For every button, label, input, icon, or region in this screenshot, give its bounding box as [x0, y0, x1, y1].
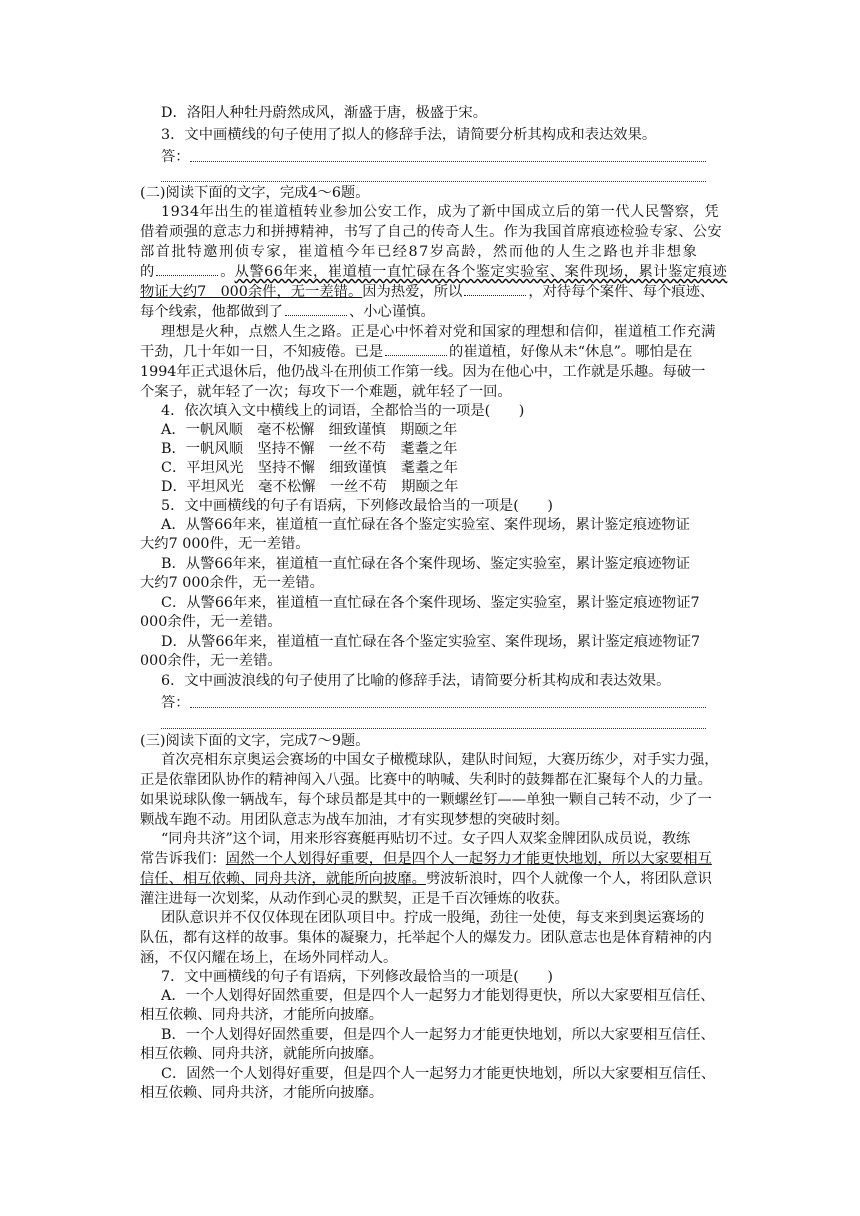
- fill-blank-4[interactable]: [385, 343, 447, 356]
- q4-option-c[interactable]: C．平坦风光 坚持不懈 细致谨慎 耄耋之年: [161, 460, 458, 476]
- q5-option-b[interactable]: B．从警66年来，崔道植一直忙碌在各个案件现场、鉴定实验室，累计鉴定痕迹物证: [161, 556, 691, 572]
- q2-option-d: D．洛阳人种牡丹蔚然成风，渐盛于唐，极盛于宋。: [161, 105, 487, 121]
- p1-line: 1934年出生的崔道植转业参加公安工作，成为了新中国成立后的第一代人民警察，凭: [161, 204, 720, 220]
- p5-line: 队伍，都有这样的故事。集体的凝聚力，托举起个人的爆发力。团队意志也是体育精神的内: [140, 930, 712, 946]
- p2-line: 理想是火种，点燃人生之路。正是心中怀着对党和国家的理想和信仰，崔道植工作充满: [161, 324, 716, 340]
- p1-line: [140, 283, 714, 302]
- q5-option-b-cont[interactable]: 大约7 000余件，无一差错。: [140, 575, 324, 591]
- q6-answer-label: 答：: [161, 695, 190, 711]
- q5-option-a[interactable]: A．从警66年来，崔道植一直忙碌在各个鉴定实验室、案件现场，累计鉴定痕迹物证: [161, 517, 690, 533]
- p4-line: “同舟共济”这个词，用来形容赛艇再贴切不过。女子四人双桨金牌团队成员说，教练: [161, 831, 691, 847]
- p3-line: 如果说球队像一辆战车，每个球员都是其中的一颗螺丝钉——单独一颗自己转不动，少了一: [140, 792, 712, 808]
- wavy-underlined-sentence: 从警66年来，崔道植一直忙碌在各个鉴定实验室、案件现场，累计鉴定痕迹: [234, 264, 728, 280]
- p4-line: 灌注进每一次划桨，从动作到心灵的默契，正是千百次锤炼的收获。: [140, 891, 569, 907]
- underlined-sentence: 固然一个人划得好重要，但是四个人一起努力才能更快地划，所以大家要相互: [225, 851, 712, 867]
- text-fragment: 的崔道植，好像从未“休息”。哪怕是在: [449, 344, 693, 360]
- p1-line: 借着顽强的意志力和拼搏精神，书写了自己的传奇人生。作为我国首席痕迹检验专家、公安: [140, 224, 722, 240]
- q4-option-b[interactable]: B．一帆风顺 坚持不懈 一丝不苟 耄耋之年: [161, 441, 458, 457]
- fill-blank-3[interactable]: [285, 303, 347, 316]
- p5-line: 涵，不仅闪耀在场上，在场外同样动人。: [140, 950, 398, 966]
- q5-option-c[interactable]: C．从警66年来，崔道植一直忙碌在各个案件现场、鉴定实验室，累计鉴定痕迹物证7: [161, 595, 700, 611]
- section-3-title: (三)阅读下面的文字，完成7～9题。: [140, 733, 370, 749]
- text-fragment: 因为热爱，所以: [362, 284, 463, 300]
- q5-option-d[interactable]: D．从警66年来，崔道植一直忙碌在各个鉴定实验室、案件现场，累计鉴定痕迹物证7: [161, 634, 701, 650]
- q4-option-a[interactable]: A．一帆风顺 毫不松懈 细致谨慎 期颐之年: [161, 422, 458, 438]
- q7-option-a[interactable]: A．一个人划得好固然重要，但是四个人一起努力才能划得更快，所以大家要相互信任、: [161, 988, 715, 1004]
- p1-line: [140, 263, 727, 282]
- q5-option-d-cont[interactable]: 000余件，无一差错。: [140, 653, 282, 669]
- text-fragment: 每个线索，他都做到了: [140, 304, 283, 320]
- q4-stem: 4．依次填入文中横线上的词语，全都恰当的一项是( ): [161, 403, 525, 419]
- p4-line: [140, 870, 712, 889]
- q7-option-c-cont[interactable]: 相互依赖、同舟共济，才能所向披靡。: [140, 1085, 384, 1101]
- q3-answer-label: 答：: [161, 149, 190, 165]
- p2-line: 1994年正式退休后，他仍战斗在刑侦工作第一线。因为在他心中，工作就是乐趣。每破一: [140, 364, 706, 380]
- q6-answer-line-2[interactable]: [161, 728, 706, 729]
- q7-option-b-cont[interactable]: 相互依赖、同舟共济，就能所向披靡。: [140, 1046, 384, 1062]
- fill-blank-1[interactable]: [156, 263, 218, 276]
- q5-option-c-cont[interactable]: 000余件，无一差错。: [140, 614, 282, 630]
- q3-answer-line-1[interactable]: [190, 161, 706, 162]
- p3-line: 首次亮相东京奥运会赛场的中国女子橄榄球队，建队时间短，大赛历练少，对手实力强，: [161, 752, 719, 768]
- text-fragment: 。: [220, 264, 235, 280]
- underlined-sentence: 信任、相互依赖、同舟共济，就能所向披靡。: [140, 871, 426, 887]
- text-fragment: 劈波斩浪时，四个人就像一个人，将团队意识: [425, 871, 712, 887]
- p1-line: [140, 303, 435, 322]
- q5-stem: 5．文中画横线的句子有语病，下列修改最恰当的一项是( ): [161, 498, 553, 514]
- p3-line: 颗战车跑不动。用团队意志为战车加油，才有实现梦想的突破时刻。: [140, 812, 569, 828]
- q7-option-b[interactable]: B．一个人划得好固然重要，但是四个人一起努力才能更快地划，所以大家要相互信任、: [161, 1027, 715, 1043]
- p4-line: [140, 850, 712, 869]
- q4-option-d[interactable]: D．平坦风光 毫不松懈 一丝不苟 期颐之年: [161, 479, 459, 495]
- q7-stem: 7．文中画横线的句子有语病，下列修改最恰当的一项是( ): [161, 969, 553, 985]
- text-fragment: 的: [140, 264, 155, 280]
- q5-option-a-cont[interactable]: 大约7 000件，无一差错。: [140, 536, 310, 552]
- underlined-sentence: 物证大约7 000余件，无一差错。: [140, 284, 363, 300]
- text-fragment: 常告诉我们：: [140, 851, 226, 867]
- text-fragment: 干劲，几十年如一日，不知疲倦。已是: [140, 344, 384, 360]
- p2-line: 个案子，就年轻了一次；每攻下一个难题，就年轻了一回。: [140, 384, 512, 400]
- q7-option-a-cont[interactable]: 相互依赖、同舟共济，才能所向披靡。: [140, 1007, 384, 1023]
- q3-stem: 3．文中画横线的句子使用了拟人的修辞手法，请简要分析其构成和表达效果。: [161, 127, 657, 143]
- section-2-title: (二)阅读下面的文字，完成4～6题。: [140, 185, 370, 201]
- p1-line: 部首批特邀刑侦专家，崔道植今年已经87岁高龄，然而他的人生之路也并非想象: [140, 244, 699, 260]
- fill-blank-2[interactable]: [464, 283, 526, 296]
- text-fragment: 、小心谨慎。: [348, 304, 435, 320]
- text-fragment: ，对待每个案件、每个痕迹、: [528, 284, 715, 300]
- q7-option-c[interactable]: C．固然一个人划得好重要，但是四个人一起努力才能更快地划，所以大家要相互信任、: [161, 1066, 716, 1082]
- q6-answer-line-1[interactable]: [190, 707, 706, 708]
- q3-answer-line-2[interactable]: [161, 181, 706, 182]
- p2-line: [140, 343, 692, 362]
- q6-stem: 6．文中画波浪线的句子使用了比喻的修辞手法，请简要分析其构成和表达效果。: [161, 673, 671, 689]
- p5-line: 团队意识并不仅仅体现在团队项目中。拧成一股绳，劲往一处使，每支来到奥运赛场的: [161, 910, 705, 926]
- p3-line: 正是依靠团队协作的精神闯入八强。比赛中的呐喊、失利时的鼓舞都在汇聚每个人的力量。: [140, 772, 712, 788]
